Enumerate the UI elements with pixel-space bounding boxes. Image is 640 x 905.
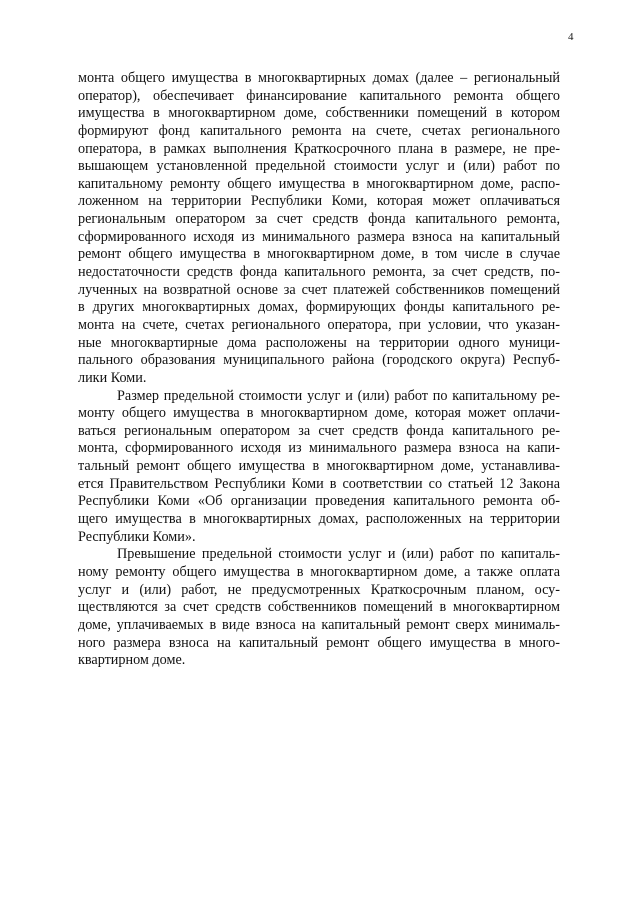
- text-line: ваться региональным оператором за счет средств фонда капитального ре-: [78, 422, 560, 439]
- text-line: монта общего имущества в многоквартирных домах (далее – региональный: [78, 70, 560, 86]
- page-number: 4: [568, 31, 574, 43]
- text-line: вышающем установленной предельной стоимости услуг и (или) работ по: [78, 158, 560, 175]
- text-line: ложенном на территории Республики Коми, которая может оплачиваться: [78, 193, 560, 210]
- text-line: пального образования муниципального района (городского округа) Респуб-: [78, 352, 560, 369]
- text-line: формируют фонд капитального ремонта на счете, счетах регионального: [78, 122, 560, 139]
- text-line: ному ремонту общего имущества в многоквартирном доме, а также оплата: [78, 563, 560, 580]
- body-text: [78, 70, 560, 670]
- paragraph-2: [78, 388, 560, 547]
- text-line: услуг и (или) работ, не предусмотренных Краткосрочным планом, осу-: [78, 581, 560, 598]
- paragraph-3: [78, 546, 560, 669]
- text-line: оператор), обеспечивает финансирование капитального ремонта общего: [78, 87, 560, 104]
- text-line: Республики Коми «Об организации проведения капитального ремонта об-: [78, 493, 560, 510]
- text-line: региональным оператором за счет средств фонда капитального ремонта,: [78, 211, 560, 228]
- text-line: ремонт общего имущества в многоквартирном доме, в том числе в случае: [78, 246, 560, 263]
- text-line: ного размера взноса на капитальный ремонт общего имущества в много-: [78, 634, 560, 651]
- text-line: капитальному ремонту общего имущества в многоквартирном доме, распо-: [78, 175, 560, 192]
- text-line: имущества в многоквартирном доме, собственники помещений в котором: [78, 105, 560, 122]
- text-line: лики Коми.: [78, 369, 147, 386]
- text-line: квартирном доме.: [78, 652, 186, 669]
- text-line: монта на счете, счетах регионального оператора, при условии, что указан-: [78, 316, 560, 333]
- text-line: в других многоквартирных домах, формирующих фонды капитального ре-: [78, 299, 560, 316]
- text-line: доме, уплачиваемых в виде взноса на капитальный ремонт сверх минималь-: [78, 616, 560, 633]
- text-line: тальный ремонт общего имущества в многоквартирном доме, устанавлива-: [78, 458, 560, 475]
- text-line: ществляются за счет средств собственников помещений в многоквартирном: [78, 599, 560, 616]
- text-line: ется Правительством Республики Коми в соответствии со статьей 12 Закона: [78, 475, 560, 492]
- text-line: сформированного исходя из минимального размера взноса на капитальный: [78, 228, 560, 245]
- text-line: оператора, в рамках выполнения Краткосрочного плана в размере, не пре-: [78, 140, 560, 157]
- text-line: Размер предельной стоимости услуг и (или) работ по капитальному ре-: [117, 387, 560, 404]
- text-line: Превышение предельной стоимости услуг и (или) работ по капиталь-: [117, 546, 560, 563]
- paragraph-1: [78, 70, 560, 388]
- text-line: лученных на возвратной основе за счет платежей собственников помещений: [78, 281, 560, 298]
- text-line: монта, сформированного исходя из минимального размера взноса на капи-: [78, 440, 560, 457]
- text-line: недостаточности средств фонда капитального ремонта, за счет средств, по-: [78, 264, 560, 281]
- text-line: монту общего имущества в многоквартирном доме, которая может оплачи-: [78, 405, 560, 422]
- text-line: Республики Коми».: [78, 528, 196, 545]
- text-line: ные многоквартирные дома расположены на территории одного муници-: [78, 334, 560, 351]
- text-line: щего имущества в многоквартирных домах, расположенных на территории: [78, 511, 560, 528]
